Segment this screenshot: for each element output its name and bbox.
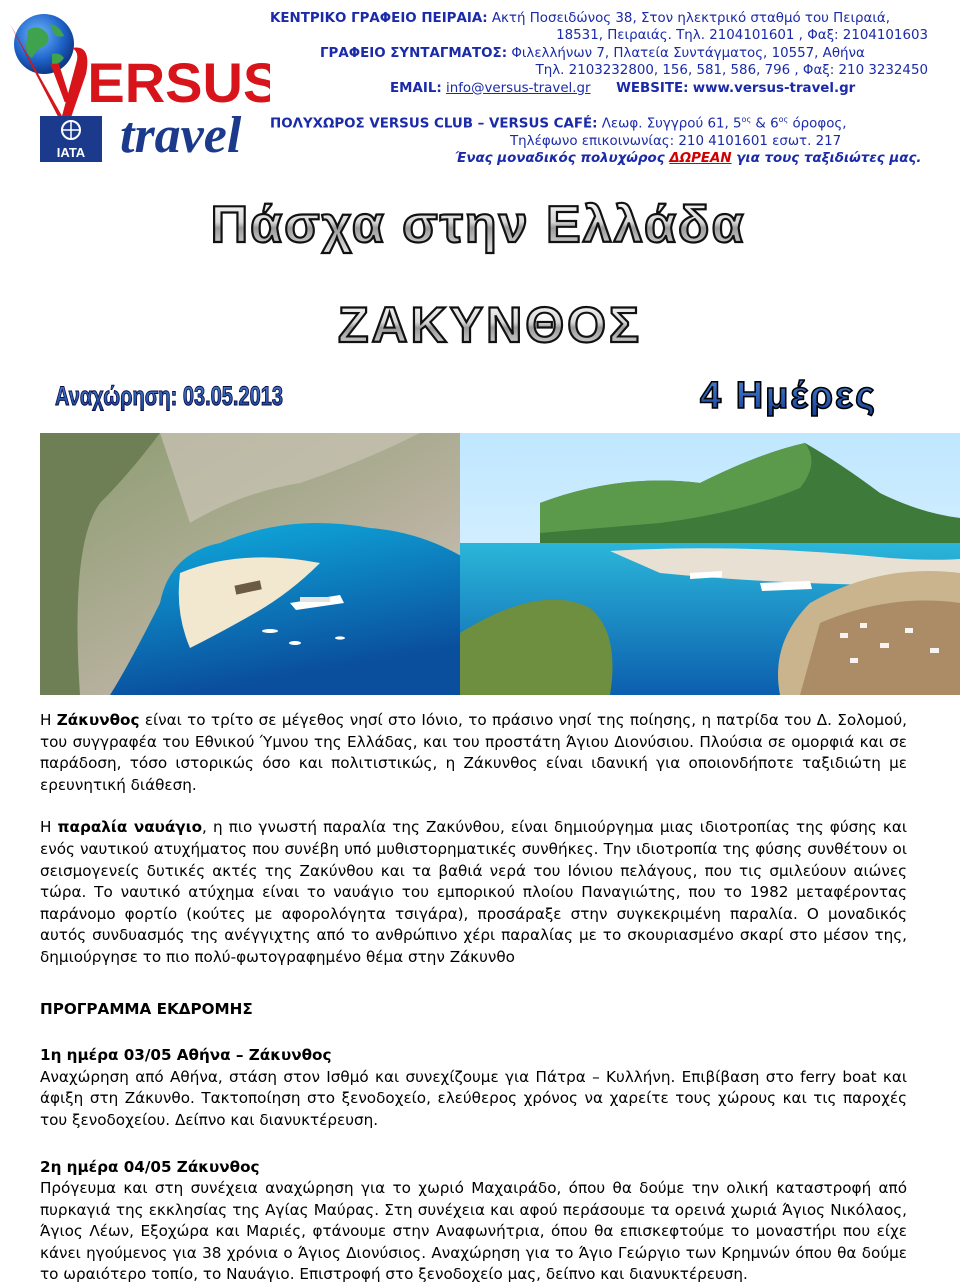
versus-travel-logo [2, 4, 270, 164]
intro-paragraph: Η Ζάκυνθος είναι το τρίτο σε μέγεθος νησί στο Ιόνιο, το πράσινο νησί της ποίησης, η πατρίδα του Δ. Σολομού, του συγγραφέα του Εθνικού Ύμνου της Ελλάδας, και του προστάτη Άγιου Διονύσιου. Πλούσια σε ομορφιά και σε παράδοση, τόσο ιστορικώς όσο και πολιτιστικώς, η Ζάκυνθος είναι ιδανική για οποιονδήποτε ταξιδιώτη με ερευνητική διάθεση. [40, 711, 907, 794]
title-art [0, 190, 960, 420]
club-block [270, 111, 940, 168]
free-badge: ΔΩΡΕΑΝ [669, 151, 732, 167]
duration: 4 Ημέρες [700, 375, 877, 417]
destination-title: ΖΑΚΥΝΘΟΣ [337, 297, 643, 353]
contact-header [270, 10, 940, 168]
main-title: Πάσχα στην Ελλάδα [210, 196, 746, 254]
navagio-beach-photo [40, 433, 500, 695]
svg-text:IATA: IATA [56, 145, 86, 160]
club-phone: Τηλέφωνο επικοινωνίας: 210 4101601 εσωτ. 217 [510, 133, 842, 149]
club-tagline: Ένας μοναδικός πολυχώρος ΔΩΡΕΑΝ για τους ταξιδιώτες μας. [455, 151, 922, 167]
logo-graphic [2, 4, 270, 164]
office2-line: ΓΡΑΦΕΙΟ ΣΥΝΤΑΓΜΑΤΟΣ: Φιλελλήνων 7, Πλατεία Συντάγματος, 10557, Αθήνα [320, 45, 865, 61]
departure-date: Αναχώρηση: 03.05.2013 [55, 381, 283, 411]
website-link[interactable]: www.versus-travel.gr [692, 80, 856, 96]
office1-line: ΚΕΝΤΡΙΚΟ ΓΡΑΦΕΙΟ ΠΕΙΡΑΙΑ: Ακτή Ποσειδώνος 38, Στον ηλεκτρικό σταθμό του Πειραιά, [270, 11, 890, 26]
svg-text:travel: travel [120, 107, 242, 164]
email-website-line: EMAIL: info@versus-travel.gr WEBSITE: www.versus-travel.gr [390, 80, 856, 96]
program-heading: ΠΡΟΓΡΑΜΜΑ ΕΚΔΡΟΜΗΣ [40, 999, 253, 1018]
svg-text:VERSUS: VERSUS [50, 51, 270, 114]
day-1-text: Αναχώρηση από Αθήνα, στάση στον Ισθμό και συνεχίζουμε για Πάτρα – Κυλλήνη. Επιβίβαση στο ferry boat και άφιξη στη Ζάκυνθο. Τακτοποίηση στο ξενοδοχείο, ελεύθερος χρόνος να χαρείτε τους χώρους και τις παροχές του ξενοδοχείου. Δείπνο και διανυκτέρευση. [40, 1067, 907, 1129]
office1-line2: 18531, Πειραιάς. Τηλ. 2104101601 , Φαξ: 2104101603 [556, 28, 928, 44]
club-line: ΠΟΛΥΧΩΡΟΣ VERSUS CLUB – VERSUS CAFÉ: Λεωφ. Συγγρού 61, $5^{o\varsigma}$ & $6^{o\varsigma}$ όροφος, [270, 115, 847, 132]
zakynthos-town-photo [460, 433, 960, 695]
email-link[interactable]: info@versus-travel.gr [445, 80, 591, 96]
day-2-text: Πρόγευμα και στη συνέχεια αναχώρηση για το χωριό Μαχαιράδο, όπου θα δούμε την ολική καταστροφή από πυρκαγιά της εκκλησίας της Αγίας Μαύρας. Στη συνέχεια και αφού περάσουμε τα ορεινά χωριά Άγιος Νικόλαος, Άγιος Λέων, Εξοχώρα και Μαριές, φτάνουμε στην Αναφωνήτρια, όπου θα επισκεφτούμε το μοναστήρι που είχε κάνει ηγούμενος για 38 χρόνια ο Άγιος Διονύσιος. Αναχώρηση για το Άγιο Γεώργιο των Κρημνών όπου θα δούμε το ωραιότερο τοπίο, το Ναυάγιο. Επιστροφή στο ξενοδοχείο μας, δείπνο και διανυκτέρευση. [40, 1179, 907, 1284]
navagio-paragraph: Η παραλία ναυάγιο, η πιο γνωστή παραλία της Ζακύνθου, είναι δημιούργημα μιας ιδιοτροπίας της φύσης και ενός ναυτικού ατυχήματος που συνέβη υπό μυθιστορηματικές συνθήκες. Την ιδιοτροπία της φύσης συνθέτουν οι σεισμογενείς δυτικές ακτές της Ζακύνθου και τα βαθιά νερά του Ιόνιου πελάγους, που τις σμιλεύουν αιώνες τώρα. Το ναυτικό ατύχημα είναι το ναυάγιο του εμπορικού πλοίου Παναγιώτης, που το 1982 μεταφέροντας παράνομο φορτίο (κούτες με αφορολόγητα τσιγάρα), προσάραξε στην συγκεκριμένη παραλία. Ο μοναδικός αυτός συνδυασμός της ανέγγιχτης από το ανθρώπινο χέρι παραλίας με το σκουριασμένο σκαρί στο μέσον της, δημιούργησε το πιο πολύ-φωτογραφημένο θέμα στην Ζάκυνθο [40, 818, 907, 966]
day-1-title: 1η ημέρα 03/05 Αθήνα – Ζάκυνθος [40, 1046, 332, 1065]
day-2-title: 2η ημέρα 04/05 Ζάκυνθος [40, 1157, 260, 1176]
office2-phone: Τηλ. 2103232800, 156, 581, 586, 796 , Φαξ: 210 3232450 [535, 63, 928, 79]
article-body [40, 710, 907, 1286]
